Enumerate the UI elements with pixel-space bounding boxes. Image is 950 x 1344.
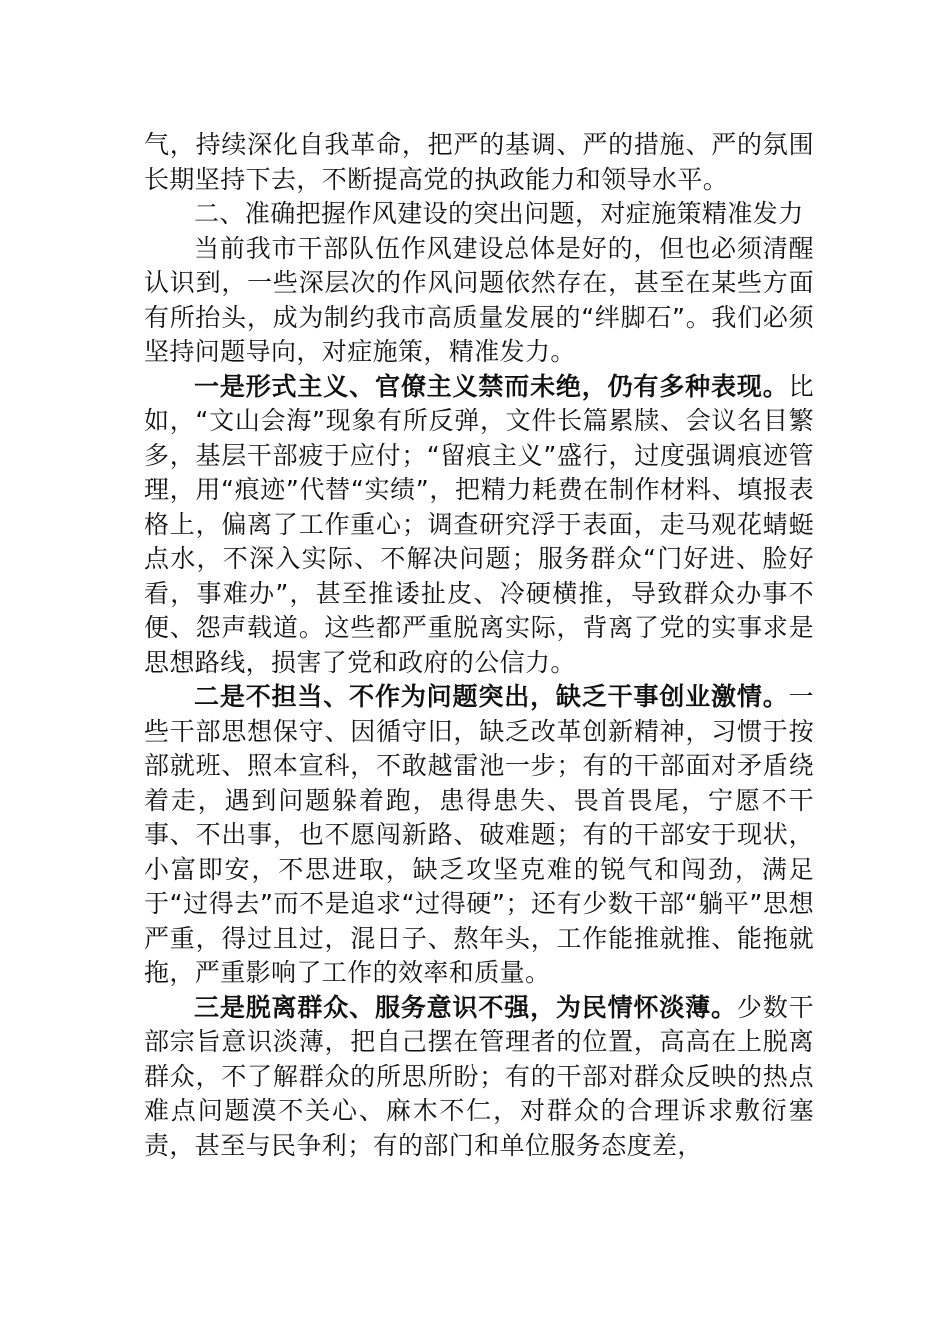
paragraph-text: 当前我市干部队伍作风建设总体是好的，但也必须清醒认识到，一些深层次的作风问题依然存在，甚至在某些方面有所抬头，成为制约我市高质量发展的“绊脚石”。我们必须坚持问题导向，对症施策，精准发力。 bbox=[144, 233, 814, 366]
section-heading bbox=[144, 197, 814, 232]
point-3-lead: 三是脱离群众、服务意识不强，为民情怀淡薄。 bbox=[194, 992, 737, 1022]
paragraph-intro bbox=[144, 232, 814, 370]
point-2-lead: 二是不担当、不作为问题突出，缺乏干事创业激情。 bbox=[194, 682, 789, 711]
paragraph-point-1 bbox=[144, 370, 814, 681]
point-2-text: 一些干部思想保守、因循守旧，缺乏改革创新精神，习惯于按部就班、照本宣科，不敢越雷池一步；有的干部面对矛盾绕着走，遇到问题躲着跑，患得患失、畏首畏尾，宁愿不干事、不出事，也不愿闯新路、破难题；有的干部安于现状，小富即安，不思进取，缺乏攻坚克难的锐气和闯劲，满足于“过得去”而不是追求“过得硬”；还有少数干部“躺平”思想严重，得过且过，混日子、熬年头，工作能推就推、能拖就拖，严重影响了工作的效率和质量。 bbox=[144, 682, 814, 987]
point-1-lead: 一是形式主义、官僚主义禁而未绝，仍有多种表现。 bbox=[194, 371, 789, 401]
paragraph-point-2 bbox=[144, 680, 814, 991]
section-heading-text: 二、准确把握作风建设的突出问题，对症施策精准发力 bbox=[194, 199, 804, 228]
paragraph-continuation bbox=[144, 128, 814, 197]
document-body bbox=[144, 128, 814, 1163]
point-1-text: 比如，“文山会海”现象有所反弹，文件长篇累牍、会议名目繁多，基层干部疲于应付；“留痕主义”盛行，过度强调痕迹管理，用“痕迹”代替“实绩”，把精力耗费在制作材料、填报表格上，偏离了工作重心；调查研究浮于表面，走马观花蜻蜓点水，不深入实际、不解决问题；服务群众“门好进、脸好看，事难办”，甚至推诿扯皮、冷硬横推，导致群众办事不便、怨声载道。这些都严重脱离实际，背离了党的实事求是思想路线，损害了党和政府的公信力。 bbox=[144, 371, 814, 677]
paragraph-point-3 bbox=[144, 991, 814, 1164]
point-3-text: 少数干部宗旨意识淡薄，把自己摆在管理者的位置，高高在上脱离群众，不了解群众的所思所盼；有的干部对群众反映的热点难点问题漠不关心、麻木不仁，对群众的合理诉求敷衍塞责，甚至与民争利；有的部门和单位服务态度差， bbox=[144, 992, 814, 1160]
paragraph-text: 气，持续深化自我革命，把严的基调、严的措施、严的氛围长期坚持下去，不断提高党的执政能力和领导水平。 bbox=[144, 130, 814, 194]
